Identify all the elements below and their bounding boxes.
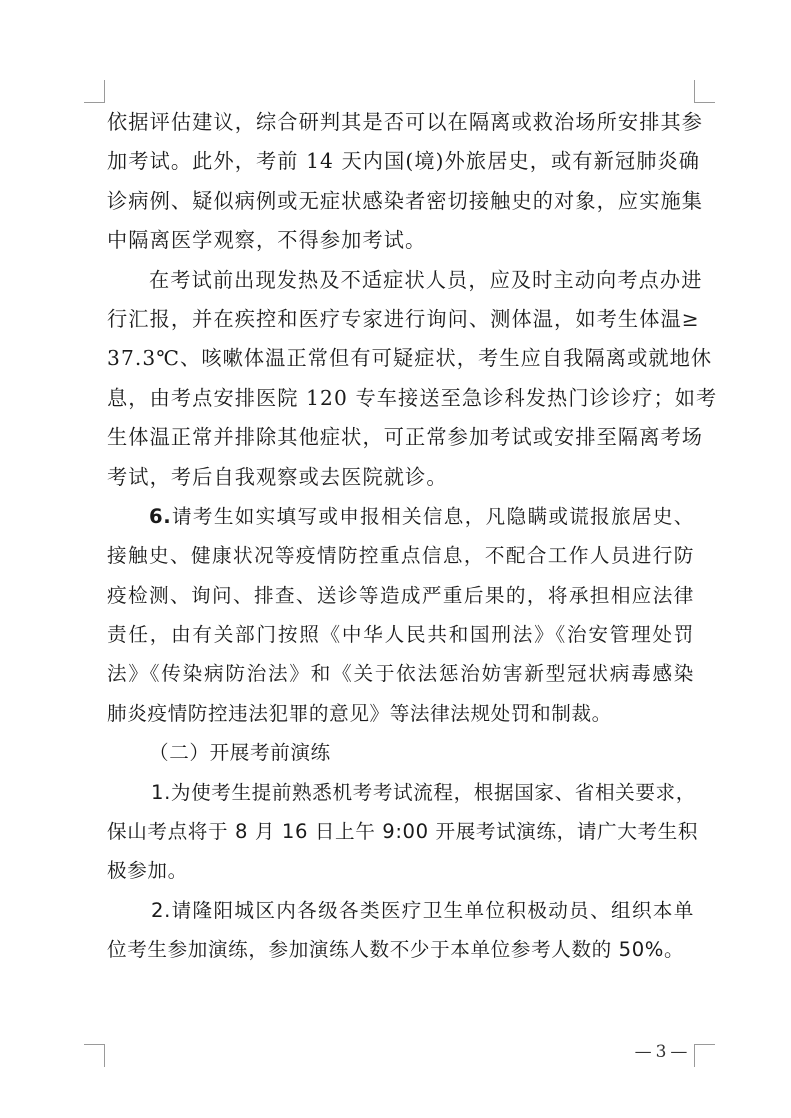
text-line: 行汇报，并在疾控和医疗专家进行询问、测体温，如考生体温≥ bbox=[107, 306, 700, 331]
text-line-rest: 请考生如实填写或申报相关信息，凡隐瞒或谎报旅居史、 bbox=[171, 504, 694, 528]
text-line: 肺炎疫情防控违法犯罪的意见》等法律法规处罚和制裁。 bbox=[107, 701, 612, 725]
crop-mark-bottom-left bbox=[84, 1044, 105, 1067]
text-line: 生体温正常并排除其他症状，可正常参加考试或安排至隔离考场 bbox=[107, 425, 704, 450]
text-line: 法》《传染病防治法》和《关于依法惩治妨害新型冠状病毒感染 bbox=[107, 662, 694, 686]
list-item-2 bbox=[107, 891, 694, 970]
text-line: 在考试前出现发热及不适症状人员，应及时主动向考点办进 bbox=[149, 267, 703, 292]
text-line: 保山考点将于 8 月 16 日上午 9:00 开展考试演练，请广大考生积 bbox=[107, 820, 699, 844]
text-line: 接触史、健康状况等疫情防控重点信息，不配合工作人员进行防 bbox=[107, 544, 694, 568]
crop-mark-bottom-right bbox=[694, 1044, 715, 1067]
text-line: 诊病例、疑似病例或无症状感染者密切接触史的对象，应实施集 bbox=[107, 188, 704, 213]
document-body bbox=[107, 103, 718, 970]
text-line bbox=[107, 497, 694, 536]
list-item-1 bbox=[107, 773, 699, 891]
paragraph-1 bbox=[107, 103, 704, 261]
text-line: 位考生参加演练，参加演练人数不少于本单位参考人数的 50%。 bbox=[107, 938, 685, 962]
text-line: 息，由考点安排医院 120 专车接送至急诊科发热门诊诊疗；如考 bbox=[107, 385, 718, 410]
footer-dash-right: — bbox=[670, 1042, 688, 1062]
page-footer bbox=[626, 1040, 696, 1064]
text-line: 考试，考后自我观察或去医院就诊。 bbox=[107, 464, 448, 489]
text-line: 1.为使考生提前熟悉机考考试流程，根据国家、省相关要求， bbox=[151, 780, 696, 804]
text-line: 中隔离医学观察，不得参加考试。 bbox=[107, 228, 427, 253]
section-heading: （二）开展考前演练 bbox=[149, 741, 331, 765]
text-line: 极参加。 bbox=[107, 859, 188, 883]
page-number: 3 bbox=[655, 1042, 667, 1062]
item-number: 6. bbox=[149, 504, 172, 528]
paragraph-2 bbox=[107, 261, 718, 497]
crop-mark-top-left bbox=[84, 80, 105, 103]
paragraph-3 bbox=[107, 497, 694, 733]
text-line: 疫检测、询问、排查、送诊等造成严重后果的，将承担相应法律 bbox=[107, 583, 694, 607]
text-line: 2.请隆阳城区内各级各类医疗卫生单位积极动员、组织本单 bbox=[151, 898, 694, 922]
footer-dash-left: — bbox=[634, 1042, 652, 1062]
text-line: 37.3℃、咳嗽体温正常但有可疑症状，考生应自我隔离或就地休 bbox=[107, 346, 713, 371]
text-line: 依据评估建议，综合研判其是否可以在隔离或救治场所安排其参 bbox=[107, 110, 704, 134]
text-line: 责任，由有关部门按照《中华人民共和国刑法》《治安管理处罚 bbox=[107, 623, 694, 647]
text-line: 加考试。此外，考前 14 天内国(境)外旅居史，或有新冠肺炎确 bbox=[107, 149, 701, 174]
crop-mark-top-right bbox=[694, 80, 715, 103]
